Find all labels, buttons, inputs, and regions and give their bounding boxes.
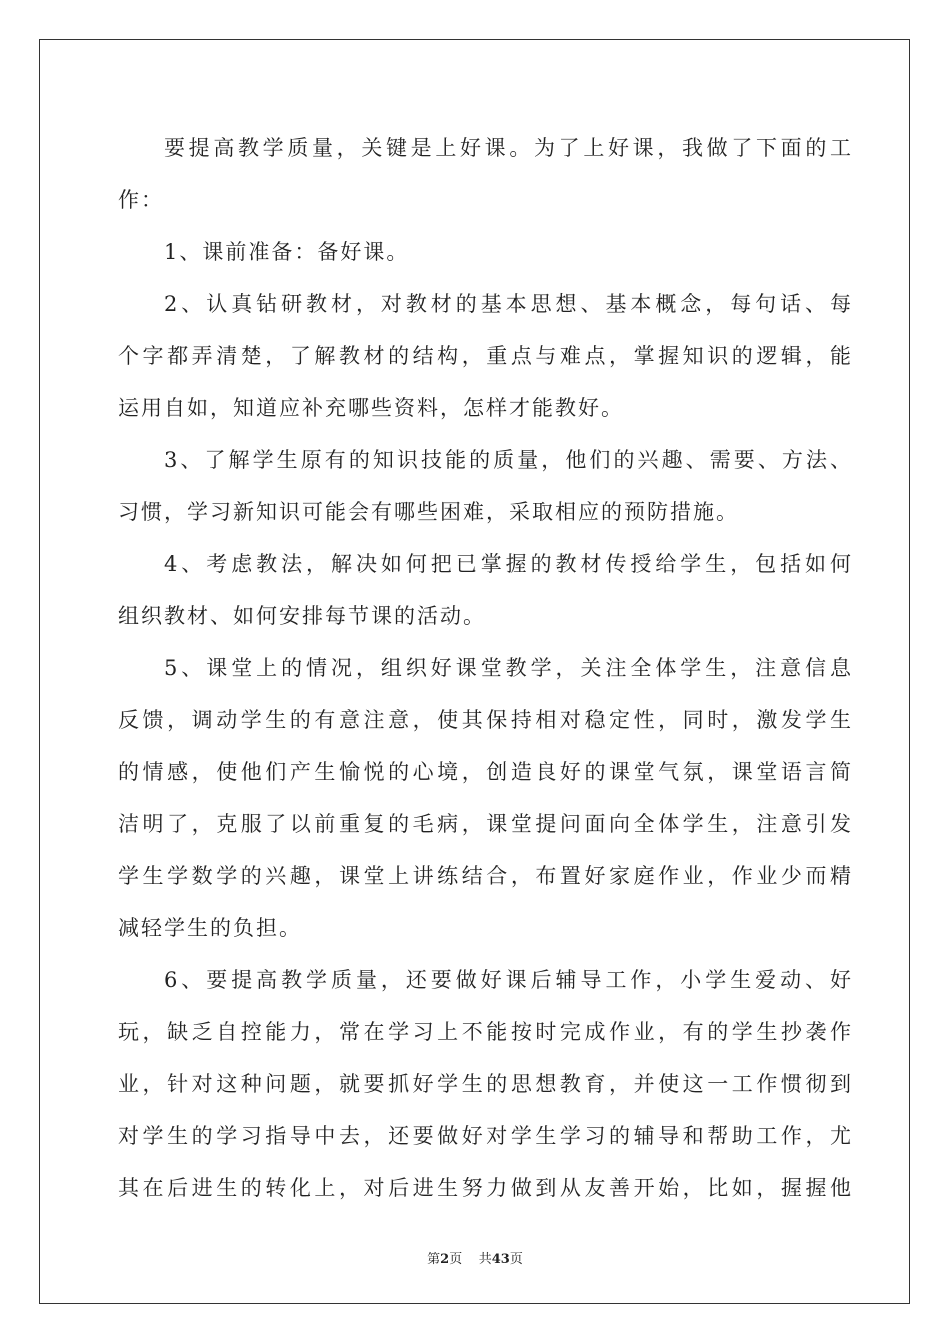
footer-prefix: 第 [427,1252,441,1267]
text-line: 业，针对这种问题，就要抓好学生的思想教育，并使这一工作惯彻到 [118,1072,853,1096]
text-line: 5、课堂上的情况，组织好课堂教学，关注全体学生，注意信息 [164,656,853,680]
text-line: 玩，缺乏自控能力，常在学习上不能按时完成作业，有的学生抄袭作 [118,1020,853,1044]
footer-page-suffix: 页 [449,1252,463,1267]
document-body [118,122,853,1214]
text-line: 作： [118,188,164,212]
text-line: 组织教材、如何安排每节课的活动。 [118,604,486,628]
text-line: 对学生的学习指导中去，还要做好对学生学习的辅导和帮助工作，尤 [118,1124,853,1148]
text-line: 洁明了，克服了以前重复的毛病，课堂提问面向全体学生，注意引发 [118,812,853,836]
text-line: 6、要提高教学质量，还要做好课后辅导工作，小学生爱动、好 [164,968,853,992]
text-line: 学生学数学的兴趣，课堂上讲练结合，布置好家庭作业，作业少而精 [118,864,853,888]
text-line: 的情感，使他们产生愉悦的心境，创造良好的课堂气氛，课堂语言简 [118,760,853,784]
text-line: 要提高教学质量，关键是上好课。为了上好课，我做了下面的工 [164,136,853,160]
page-number: 2 [440,1252,450,1267]
text-line: 1、课前准备：备好课。 [164,240,410,264]
text-line: 减轻学生的负担。 [118,916,302,940]
text-line: 2、认真钻研教材，对教材的基本思想、基本概念，每句话、每 [164,292,853,316]
page-footer [0,1248,950,1267]
footer-total-prefix: 共 [478,1252,492,1267]
text-line: 4、考虑教法，解决如何把已掌握的教材传授给学生，包括如何 [164,552,853,576]
text-line: 3、了解学生原有的知识技能的质量，他们的兴趣、需要、方法、 [164,448,853,472]
text-line: 其在后进生的转化上，对后进生努力做到从友善开始，比如，握握他 [118,1176,853,1200]
text-line: 运用自如，知道应补充哪些资料，怎样才能教好。 [118,396,624,420]
text-line: 反馈，调动学生的有意注意，使其保持相对稳定性，同时，激发学生 [118,708,853,732]
text-line: 习惯，学习新知识可能会有哪些困难，采取相应的预防措施。 [118,500,739,524]
footer-total-suffix: 页 [509,1252,523,1267]
total-pages: 43 [491,1252,510,1267]
text-line: 个字都弄清楚，了解教材的结构，重点与难点，掌握知识的逻辑，能 [118,344,853,368]
